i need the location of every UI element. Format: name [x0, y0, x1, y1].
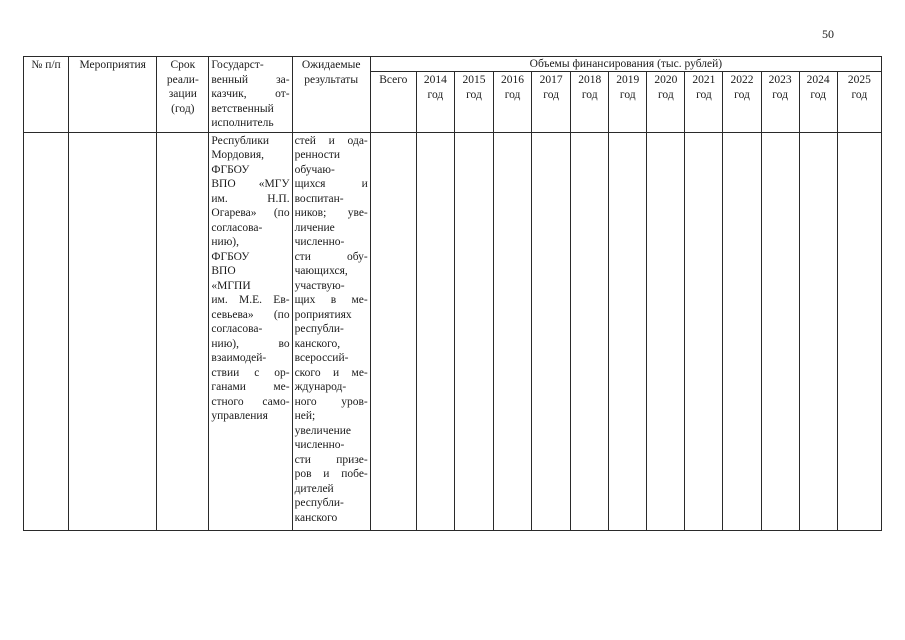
cell-executor [209, 132, 292, 530]
results-line: канского, [294, 337, 341, 350]
table-row [24, 132, 882, 530]
cell-year-2021 [685, 132, 723, 530]
results-line: чающихся, [294, 265, 348, 277]
header-year-unit: год [581, 88, 598, 101]
cell-year-2016 [494, 132, 532, 530]
header-year-2022 [723, 72, 761, 132]
header-year-unit: год [658, 88, 674, 101]
header-year-2016 [494, 72, 532, 132]
cell-year-2024 [799, 132, 837, 530]
header-year-number: 2017 [539, 74, 563, 87]
results-line: всероссий- [294, 352, 349, 364]
results-text [295, 134, 368, 526]
executor-line: ВПО «МГУ [211, 178, 290, 190]
executor-line: согласова- [211, 323, 263, 335]
executor-line: согласова- [211, 221, 263, 234]
results-line: ренности [294, 149, 341, 161]
header-year-unit: год [619, 88, 636, 101]
executor-text [211, 134, 289, 424]
results-line: республи- [294, 497, 344, 509]
cell-year-2020 [647, 132, 685, 530]
results-line: сти призе- [294, 453, 368, 466]
executor-line: им. М.Е. Ев- [211, 294, 290, 306]
header-year-unit: год [810, 88, 827, 101]
executor-line: ствии с ор- [211, 366, 290, 379]
header-year-number: 2025 [847, 74, 871, 87]
executor-line: ВПО [211, 265, 236, 277]
results-line: ского и ме- [294, 366, 368, 379]
executor-line: управления [211, 410, 268, 422]
header-year-number: 2023 [768, 74, 792, 87]
header-year-number: 2024 [806, 74, 830, 87]
header-year-unit: год [772, 88, 788, 101]
header-customer-line: Государст- [211, 59, 264, 71]
header-customer-line: исполнитель [211, 117, 274, 129]
cell-results [292, 132, 370, 530]
header-year-unit: год [851, 88, 868, 101]
executor-line: Мордовия, [211, 149, 265, 161]
cell-year-2025 [837, 132, 881, 530]
executor-line: им. Н.П. [211, 192, 290, 205]
header-customer [209, 57, 292, 133]
results-line: обучаю- [294, 163, 335, 176]
cell-year-2018 [571, 132, 609, 530]
header-year-2023 [761, 72, 799, 132]
results-line: воспитан- [294, 192, 344, 205]
header-year-2018 [571, 72, 609, 132]
executor-line: Республики [211, 134, 270, 147]
cell-total [370, 132, 416, 530]
header-financing: Объемы финансирования (тыс. рублей) [370, 57, 881, 72]
header-year-2019 [609, 72, 647, 132]
executor-line: ФГБОУ [211, 250, 250, 263]
header-year-number: 2021 [692, 74, 716, 87]
header-measure: Мероприятия [69, 57, 157, 133]
cell-year-2019 [609, 132, 647, 530]
header-year-unit: год [734, 88, 750, 101]
header-customer-line: венный за- [211, 73, 290, 86]
header-total: Всего [370, 72, 416, 132]
results-line: дителей [294, 482, 334, 495]
header-year-number: 2020 [654, 74, 678, 87]
cell-year-2022 [723, 132, 761, 530]
header-customer-text [211, 58, 289, 131]
executor-line: севьева» (по [211, 308, 290, 321]
executor-line: Огарева» (по [211, 207, 290, 219]
executor-line: «МГПИ [211, 279, 251, 292]
page-number: 50 [822, 27, 834, 41]
header-year-2015 [454, 72, 493, 132]
results-line: ников; уве- [294, 207, 368, 219]
results-line: республи- [294, 323, 344, 335]
header-year-number: 2022 [730, 74, 754, 87]
header-year-2014 [416, 72, 454, 132]
header-year-unit: год [696, 88, 712, 101]
header-year-number: 2018 [578, 74, 602, 87]
results-line: стей и ода- [294, 134, 368, 147]
cell-year-2015 [454, 132, 493, 530]
cell-term [157, 132, 209, 530]
results-line: численно- [294, 439, 345, 451]
results-line: щих в ме- [294, 294, 368, 306]
header-customer-line: ветственный [211, 102, 274, 115]
header-year-2021 [685, 72, 723, 132]
results-line: ней; [294, 410, 316, 422]
header-results: Ожидаемые результаты [292, 57, 370, 133]
header-num: № п/п [24, 57, 69, 133]
results-line: канского [294, 511, 338, 524]
header-year-2017 [532, 72, 571, 132]
header-year-unit: год [427, 88, 444, 101]
results-line: щихся и [294, 178, 368, 190]
header-year-2024 [799, 72, 837, 132]
header-year-number: 2016 [501, 74, 525, 87]
header-year-unit: год [466, 88, 482, 101]
results-line: роприятиях [294, 308, 352, 321]
results-line: личение [294, 221, 335, 234]
header-row-1 [24, 57, 882, 72]
header-year-2025 [837, 72, 881, 132]
header-year-number: 2014 [423, 74, 447, 87]
cell-num [24, 132, 69, 530]
header-year-number: 2019 [616, 74, 640, 87]
executor-line: стного само- [211, 395, 290, 408]
header-year-number: 2015 [462, 74, 486, 87]
header-year-unit: год [504, 88, 521, 101]
cell-year-2017 [532, 132, 571, 530]
program-table [23, 56, 882, 531]
cell-year-2023 [761, 132, 799, 530]
executor-line: ФГБОУ [211, 163, 250, 176]
header-customer-line: казчик, от- [211, 88, 290, 100]
cell-year-2014 [416, 132, 454, 530]
results-line: ного уров- [294, 395, 368, 408]
executor-line: взаимодей- [211, 352, 267, 364]
executor-line: нию), во [211, 337, 290, 350]
cell-measure [69, 132, 157, 530]
header-term: Срок реали-зации (год) [157, 57, 209, 133]
results-line: ждународ- [294, 381, 347, 393]
executor-line: ганами ме- [211, 381, 290, 393]
results-line: увеличение [294, 424, 351, 437]
header-year-unit: год [543, 88, 559, 101]
header-year-2020 [647, 72, 685, 132]
executor-line: нию), [211, 236, 239, 248]
results-line: сти обу- [294, 250, 368, 263]
results-line: участвую- [294, 279, 345, 292]
results-line: численно- [294, 236, 345, 248]
results-line: ров и побе- [294, 468, 368, 480]
